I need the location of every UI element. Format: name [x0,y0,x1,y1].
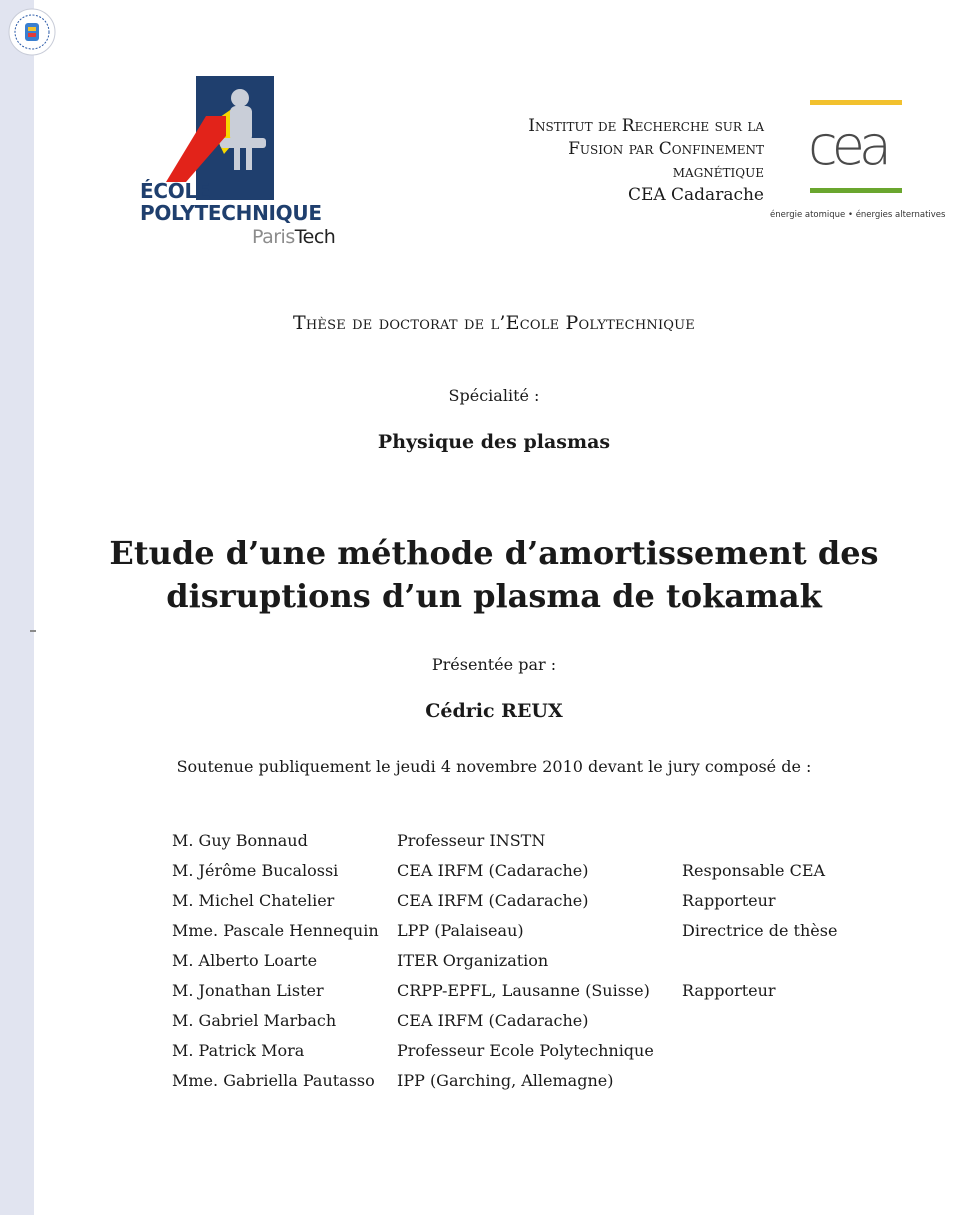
jury-name: Mme. Pascale Hennequin [172,921,379,940]
jury-role: Directrice de thèse [682,921,838,940]
cea-tagline: énergie atomique • énergies alternatives [770,210,946,220]
jury-name: M. Jérôme Bucalossi [172,861,339,880]
cea-logo [770,98,946,228]
side-strip [0,0,34,1221]
institute-line4: CEA Cadarache [627,185,764,205]
institute-block [528,115,764,207]
jury-name: M. Guy Bonnaud [172,831,308,850]
jury-affiliation: Professeur Ecole Polytechnique [397,1041,654,1060]
jury-row [172,856,892,886]
defense-statement: Soutenue publiquement le jeudi 4 novembre 2010 devant le jury composé de : [176,757,812,776]
jury-name: M. Jonathan Lister [172,981,324,1000]
jury-name: M. Gabriel Marbach [172,1011,337,1030]
institute-line2: Fusion par Confinement [568,139,764,159]
jury-role: Rapporteur [682,891,776,910]
title-line1: Etude d’une méthode d’amortissement des [109,534,879,572]
speciality-value: Physique des plasmas [377,431,611,453]
ep-paris: Paris [252,226,295,248]
jury-name: M. Michel Chatelier [172,891,335,910]
jury-role: Responsable CEA [682,861,826,880]
jury-affiliation: IPP (Garching, Allemagne) [397,1071,614,1090]
jury-row [172,1036,892,1066]
jury-table [172,826,892,1096]
jury-row [172,886,892,916]
cea-green-bar [810,188,902,193]
speciality-label: Spécialité : [448,386,540,405]
ep-name-line2: POLYTECHNIQUE [140,201,322,225]
thesis-title [34,532,954,618]
cea-yellow-bar [810,100,902,105]
jury-name: Mme. Gabriella Pautasso [172,1071,375,1090]
thesis-line: Thèse de doctorat de l’Ecole Polytechnique [293,312,695,334]
jury-affiliation: CEA IRFM (Cadarache) [397,861,589,880]
jury-role: Rapporteur [682,981,776,1000]
jury-row [172,946,892,976]
jury-row [172,826,892,856]
jury-affiliation: CEA IRFM (Cadarache) [397,1011,589,1030]
ep-name-line1: ÉCOLE [140,179,211,203]
ep-tech: Tech [294,226,336,248]
jury-affiliation: Professeur INSTN [397,831,546,850]
side-strip-end [0,1215,42,1221]
ep-paristech [252,226,335,248]
jury-row [172,976,892,1006]
jury-affiliation: LPP (Palaiseau) [397,921,524,940]
jury-row [172,1066,892,1096]
jury-affiliation: CRPP-EPFL, Lausanne (Suisse) [397,981,650,1000]
title-line2: disruptions d’un plasma de tokamak [166,577,822,615]
ep-name [140,180,322,224]
cea-wordmark: cea [808,114,887,177]
institute-line3: magnétique [672,162,764,182]
ep-red-stripe-icon [166,116,226,186]
presented-label: Présentée par : [431,655,557,674]
jury-name: M. Alberto Loarte [172,951,318,970]
author-name: Cédric REUX [425,700,563,722]
jury-affiliation: CEA IRFM (Cadarache) [397,891,589,910]
jury-affiliation: ITER Organization [397,951,549,970]
side-tick [30,630,36,632]
jury-row [172,1006,892,1036]
jury-name: M. Patrick Mora [172,1041,305,1060]
institute-line1: Institut de Recherche sur la [528,116,764,136]
ecole-polytechnique-logo [140,76,350,248]
hal-archive-badge-icon[interactable] [8,8,56,56]
jury-row [172,916,892,946]
